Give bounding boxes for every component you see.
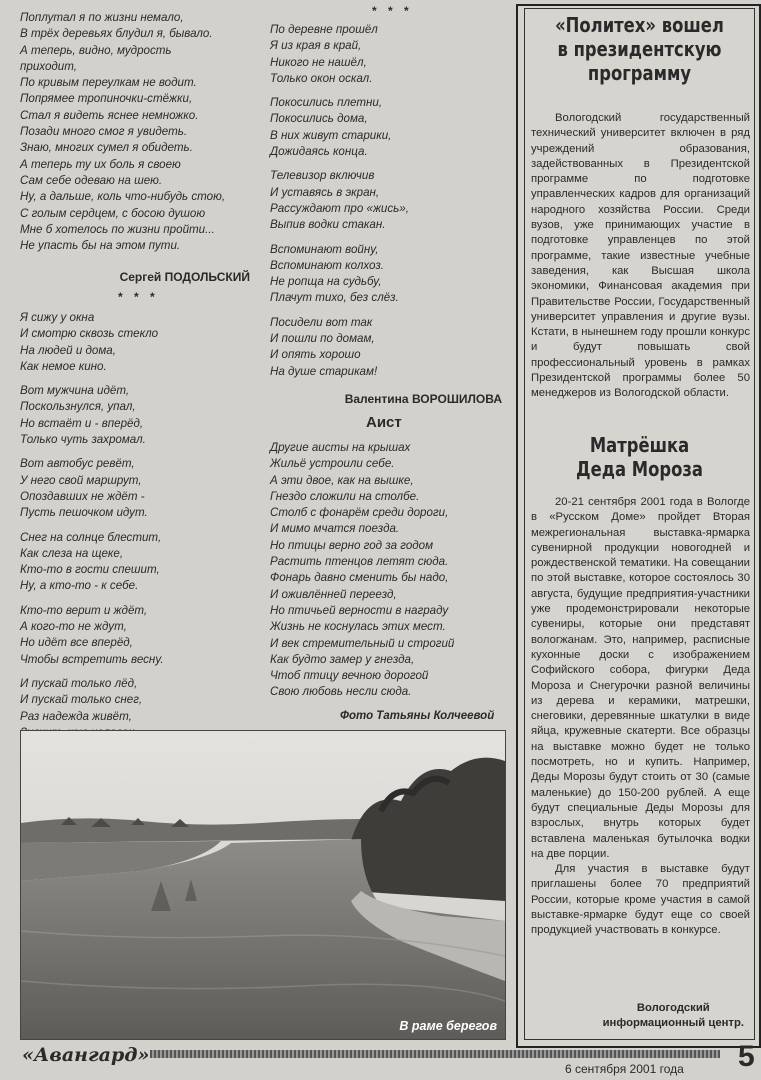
article-paragraph: 20-21 сентября 2001 года в Вологде в «Русском Доме» пройдет Вторая межрегиональная выставка-ярмарка сувенирной продукции новогодней и рождественской тематики. На совещании по этой выставке, которое состоялось 30 августа, будущие предприятия-участники уже продемонстрировали некоторые сувениры, которые они представят вологжанам. Это, например, расписные кухонные доски с изображением Софийского собора, фигурки Деда Мороза и Снегурочки разной величины из дерева и керамики, матрешки, снеговики, деревянные шкатулки в виде яйца, кружевные скатерти. Все образцы на выставке можно будет не только посмотреть, но и купить. Например, Деды Морозы будут стоить от 30 (самые маленькие) до 150-200 рублей. А еще будут специальные Деды Морозы для взрослых, внутрь которых будет вставлена маленькая бутылочка водки на две порции. [531, 496, 750, 860]
poem-col1-bottom [20, 310, 260, 749]
headline-matreshka: Матрёшка Деда Мороза [576, 433, 703, 481]
poem-stanza: По деревне прошёл Я из края в край, Никого не нашёл, Только окон оскал. [270, 23, 378, 85]
poem-stanza: Вот автобус ревёт, У него свой маршрут, Опоздавших не ждёт - Пусть пешочком идут. [20, 457, 148, 520]
poem-col2-top [270, 22, 505, 388]
author-voroshilova: Валентина ВОРОШИЛОВА [344, 392, 502, 406]
article-paragraph: Для участия в выставке будут приглашены более 70 предприятий России, которые кроме участия в самой выставке-ярмарке будут еще со своей продукцией участвовать в конкурсе. [531, 863, 750, 937]
news-sidebar [516, 4, 761, 1048]
news-sidebar-frame [524, 8, 755, 1040]
river-landscape-image [21, 731, 505, 1039]
poem-title-aist: Аист [366, 414, 402, 431]
poem-stanza: Покосились плетни, Покосились дома, В них живут старики, Дожидаясь конца. [270, 96, 392, 159]
page-number: 5 [738, 1040, 755, 1073]
article-paragraph: Вологодский государственный технический университет включен в ряд учреждений образования, задействованных в Президентской программе по подготовке управленческих кадров для организаций народного хозяйства России. Среди вузов, уже принимающих участие в подготовке управленцев по этой программе, такие известные учебные заведения, как Высшая школа экономики, Финансовая академия при Правительстве России, Государственный университет управления и другие вузы. Кстати, в нынешнем году прошли конкурс и будут повышать свой профессиональный уровень в рамках Президентской программы более 50 менеджеров из Вологодской области. [531, 112, 750, 400]
poem-aist [270, 440, 505, 709]
stars-divider: * * * [118, 290, 159, 304]
photo-title: В раме берегов [399, 1019, 497, 1033]
newspaper-name: «Авангард» [22, 1044, 150, 1066]
poem-stanza: Телевизор включив И уставясь в экран, Рассуждают про «жись», Выпив водки стакан. [270, 169, 409, 232]
poem-col1-top [20, 10, 260, 262]
poem-stanza: Поплутал я по жизни немало, В трёх деревьях блудил я, бывало. А теперь, видно, мудрость приходит, По кривым переулкам не водит. Попрямее тропиночки-стёжки, Стал я видеть яснее немножко. Позади много смог я увидеть. Знаю, многих сумел я обидеть. А теперь ту их боль я своею Сам себе одеваю на шею. Ну, а дальше, коль что-нибудь стою, С голым сердцем, с босою душою Мне б хотелось по жизни пройти... Не упасть бы на этом пути. [20, 11, 226, 253]
stars-divider: * * * [372, 4, 413, 18]
poem-stanza: Посидели вот так И пошли по домам, И опять хорошо На душе старикам! [270, 315, 378, 378]
poem-stanza: Вот мужчина идёт, Поскользнулся, упал, Но встаёт и - вперёд, Только чуть захромал. [20, 384, 146, 447]
river-photo [20, 730, 506, 1040]
author-podolsky: Сергей ПОДОЛЬСКИЙ [119, 270, 250, 284]
article-signature: Вологодский информационный центр. [602, 1002, 744, 1029]
headline-politekh: «Политех» вошел в президентскую программу [555, 13, 724, 85]
footer-rule [150, 1050, 720, 1058]
photo-credit: Фото Татьяны Колчеевой [340, 710, 495, 722]
issue-date: 6 сентября 2001 года [565, 1062, 684, 1076]
poem-stanza: Снег на солнце блестит, Как слеза на щеке, Кто-то в гости спешит, Ну, а кто-то - к себе. [20, 530, 162, 593]
article-politekh [531, 111, 750, 402]
poem-stanza: Я сижу у окна И смотрю сквозь стекло На людей и дома, Как немое кино. [20, 311, 159, 373]
poem-stanza: Вспоминают войну, Вспоминают колхоз. Не ропща на судьбу, Плачут тихо, без слёз. [270, 242, 399, 305]
poem-stanza: Другие аисты на крышах Жильё устроили себе. А эти двое, как на вышке, Гнездо сложили на столбе. Столб с фонарём среди дороги, И мимо мчатся поезда. Но птицы верно год за годом Растить птенцов летят сюда. Фонарь давно сменить бы надо, И оживлённей переезд, Но птичьей верности в награду Жизнь не коснулась этих мест. И век стремительный и строгий Как будто замер у гнезда, Чтоб птицу вечною дорогой Свою любовь несли сюда. [270, 441, 455, 699]
article-matreshka [531, 495, 750, 939]
poem-stanza: И пускай только лёд, И пускай только снег, Раз надежда живёт, [20, 676, 143, 723]
poem-stanza: Кто-то верит и ждёт, А кого-то не ждут, Но идёт все вперёд, Чтобы встретить весну. [20, 603, 164, 666]
